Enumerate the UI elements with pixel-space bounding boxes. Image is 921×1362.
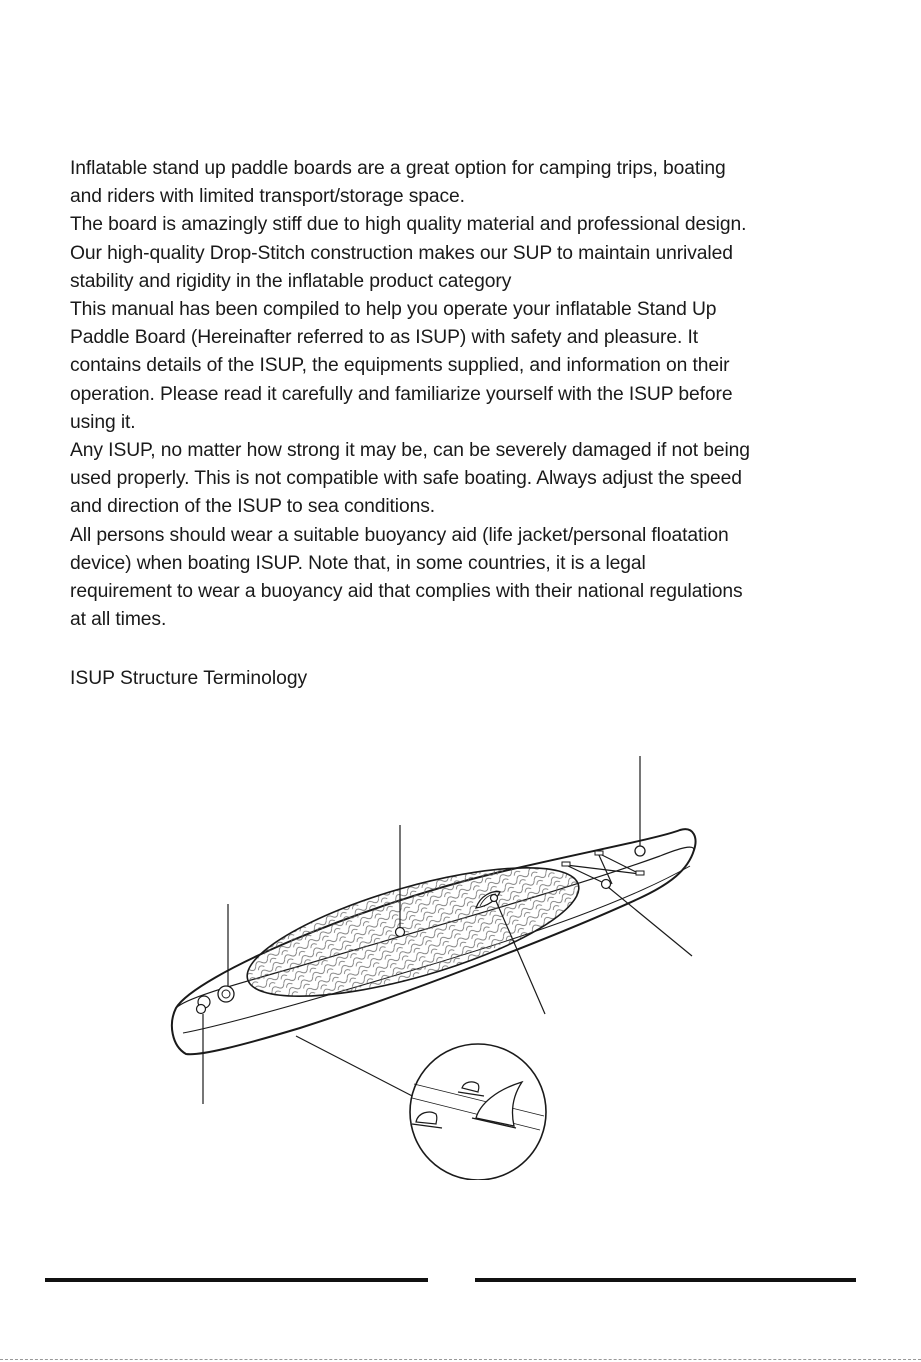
intro-line: Our high-quality Drop-Stitch construction makes our SUP to maintain unrivaled (70, 242, 733, 264)
intro-line: Inflatable stand up paddle boards are a great option for camping trips, boating (70, 158, 726, 179)
intro-line: and riders with limited transport/storage space. (70, 186, 465, 208)
bungee-callout (608, 887, 692, 956)
deck-pad-marker (396, 928, 405, 937)
intro-line: stability and rigidity in the inflatable product category (70, 270, 512, 292)
handle-marker (491, 895, 498, 902)
intro-line: All persons should wear a suitable buoyancy aid (life jacket/personal floatation (70, 524, 729, 546)
footer-rule-right (475, 1278, 856, 1282)
intro-line: and direction of the ISUP to sea conditions. (70, 496, 436, 518)
intro-line: Any ISUP, no matter how strong it may be, can be severely damaged if not being (70, 440, 750, 462)
fin-detail-inset (410, 1044, 546, 1180)
section-title: ISUP Structure Terminology (70, 668, 308, 689)
intro-text (70, 155, 870, 634)
intro-line: Paddle Board (Hereinafter referred to as ISUP) with safety and pleasure. It (70, 327, 699, 349)
intro-line: contains details of the ISUP, the equipments supplied, and information on their (70, 355, 730, 377)
intro-line: The board is amazingly stiff due to high quality material and professional design. (70, 214, 747, 236)
intro-line: at all times. (70, 609, 167, 631)
intro-line: requirement to wear a buoyancy aid that complies with their national regulations (70, 581, 743, 603)
valve-icon (218, 986, 234, 1002)
fin-box-callout (296, 1036, 420, 1100)
intro-line: This manual has been compiled to help you operate your inflatable Stand Up (70, 299, 717, 321)
intro-line: used properly. This is not compatible with safe boating. Always adjust the speed (70, 468, 742, 490)
footer-rule-left (45, 1278, 428, 1282)
intro-line: operation. Please read it carefully and familiarize yourself with the ISUP before (70, 383, 733, 405)
nose-d-ring-icon (635, 846, 645, 856)
isup-structure-diagram (0, 740, 921, 1180)
intro-line: device) when boating ISUP. Note that, in some countries, it is a legal (70, 552, 646, 574)
intro-line: using it. (70, 411, 136, 433)
page-bottom-edge (0, 1359, 921, 1360)
